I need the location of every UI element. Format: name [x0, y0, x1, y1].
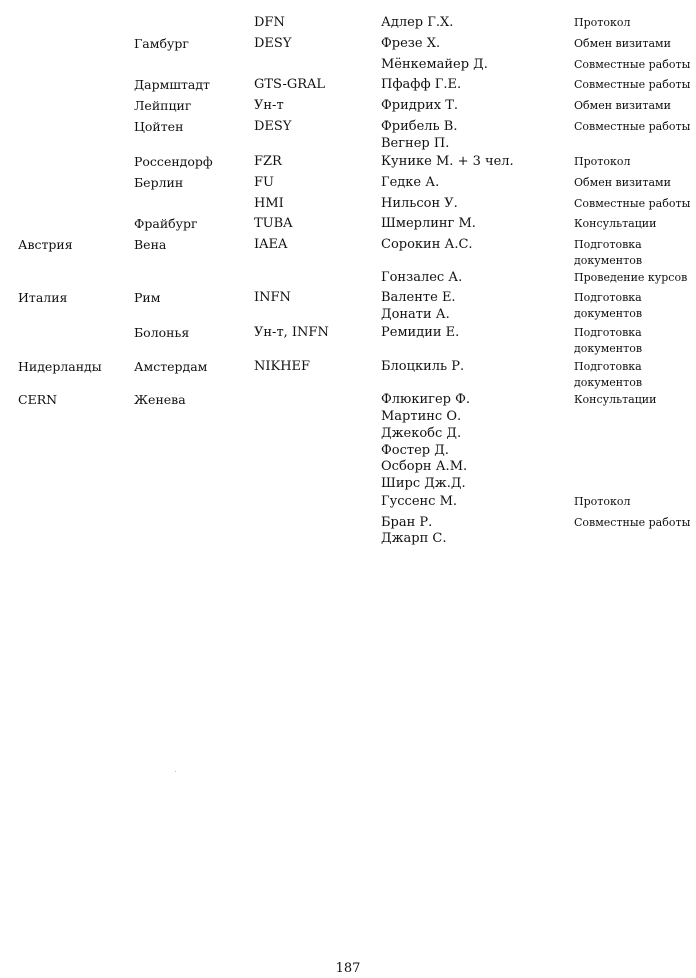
table-row: [0, 392, 696, 410]
city-cell: Лейпциг: [134, 98, 192, 113]
city-cell: Амстердам: [134, 359, 208, 374]
country-cell: Нидерланды: [18, 359, 102, 374]
organization-cell: FZR: [254, 154, 282, 169]
organization-cell: Ун-т, INFN: [254, 325, 329, 340]
table-row: [0, 196, 696, 214]
table-row: [0, 57, 696, 75]
organization-cell: NIKHEF: [254, 359, 311, 374]
person-cell: Джекобс Д.: [381, 426, 462, 441]
city-cell: Цойтен: [134, 119, 184, 134]
city-cell: Вена: [134, 237, 167, 252]
person-cell: Гуссенс М.: [381, 494, 458, 509]
country-cell: Италия: [18, 290, 68, 305]
cooperation-form-cell: Подготовка документов: [574, 238, 643, 267]
country-cell: Австрия: [18, 237, 73, 252]
person-cell: Кунике М. + 3 чел.: [381, 154, 514, 169]
table-row: [0, 136, 696, 154]
cooperation-form-cell: Консультации: [574, 393, 657, 406]
person-cell: Гонзалес А.: [381, 270, 463, 285]
person-cell: Джарп С.: [381, 531, 447, 546]
scan-speck: [175, 771, 176, 772]
city-cell: Дармштадт: [134, 77, 210, 92]
table-row: [0, 426, 696, 444]
person-cell: Нильсон У.: [381, 196, 458, 211]
organization-cell: DFN: [254, 15, 285, 30]
person-cell: Флюкигер Ф.: [381, 392, 471, 407]
table-row: [0, 154, 696, 172]
person-cell: Пфафф Г.Е.: [381, 77, 462, 92]
table-row: [0, 15, 696, 33]
table-row: [0, 459, 696, 477]
person-cell: Фрибель В.: [381, 119, 458, 134]
table-row: [0, 237, 696, 267]
organization-cell: INFN: [254, 290, 291, 305]
person-cell: Вегнер П.: [381, 136, 450, 151]
person-cell: Фрезе Х.: [381, 36, 441, 51]
person-cell: Бран Р.: [381, 515, 433, 530]
table-row: [0, 216, 696, 234]
organization-cell: TUBA: [254, 216, 293, 231]
cooperation-form-cell: Подготовка документов: [574, 360, 643, 389]
table-row: [0, 307, 696, 325]
organization-cell: Ун-т: [254, 98, 284, 113]
table-row: [0, 270, 696, 288]
person-cell: Осборн А.М.: [381, 459, 468, 474]
table-row: [0, 531, 696, 549]
person-cell: Мёнкемайер Д.: [381, 57, 488, 72]
city-cell: Берлин: [134, 175, 184, 190]
person-cell: Фостер Д.: [381, 443, 449, 458]
cooperation-form-cell: Совместные работы: [574, 58, 691, 71]
cooperation-form-cell: Обмен визитами: [574, 37, 671, 50]
city-cell: Болонья: [134, 325, 190, 340]
country-cell: CERN: [18, 392, 58, 407]
person-cell: Фридрих Т.: [381, 98, 459, 113]
person-cell: Мартинс О.: [381, 409, 462, 424]
cooperation-form-cell: Подготовка документов: [574, 291, 643, 320]
cooperation-form-cell: Обмен визитами: [574, 176, 671, 189]
person-cell: Адлер Г.Х.: [381, 15, 454, 30]
person-cell: Сорокин А.С.: [381, 237, 473, 252]
organization-cell: IAEA: [254, 237, 288, 252]
cooperation-form-cell: Протокол: [574, 155, 631, 168]
table-row: [0, 119, 696, 137]
table-row: [0, 476, 696, 494]
city-cell: Женева: [134, 392, 186, 407]
cooperation-form-cell: Совместные работы: [574, 78, 691, 91]
person-cell: Валенте Е.: [381, 290, 456, 305]
person-cell: Шмерлинг М.: [381, 216, 476, 231]
cooperation-form-cell: Протокол: [574, 495, 631, 508]
table-row: [0, 77, 696, 95]
city-cell: Гамбург: [134, 36, 189, 51]
table-row: [0, 36, 696, 54]
table-row: [0, 409, 696, 427]
cooperation-form-cell: Подготовка документов: [574, 326, 643, 355]
person-cell: Блоцкиль Р.: [381, 359, 465, 374]
person-cell: Донати А.: [381, 307, 450, 322]
cooperation-form-cell: Совместные работы: [574, 516, 691, 529]
organization-cell: DESY: [254, 119, 292, 134]
table-row: [0, 98, 696, 116]
cooperation-form-cell: Совместные работы: [574, 197, 691, 210]
city-cell: Россендорф: [134, 154, 213, 169]
cooperation-form-cell: Совместные работы: [574, 120, 691, 133]
table-row: [0, 359, 696, 389]
cooperation-form-cell: Консультации: [574, 217, 657, 230]
table-row: [0, 175, 696, 193]
organization-cell: FU: [254, 175, 274, 190]
table-row: [0, 325, 696, 355]
page-number: 187: [335, 961, 361, 976]
table-row: [0, 494, 696, 512]
organization-cell: DESY: [254, 36, 292, 51]
cooperation-form-cell: Протокол: [574, 16, 631, 29]
person-cell: Ремидии Е.: [381, 325, 460, 340]
organization-cell: HMI: [254, 196, 284, 211]
cooperation-form-cell: Обмен визитами: [574, 99, 671, 112]
person-cell: Ширс Дж.Д.: [381, 476, 466, 491]
city-cell: Рим: [134, 290, 161, 305]
person-cell: Гедке А.: [381, 175, 440, 190]
organization-cell: GTS-GRAL: [254, 77, 326, 92]
cooperation-form-cell: Проведение курсов: [574, 271, 688, 284]
city-cell: Фрайбург: [134, 216, 198, 231]
